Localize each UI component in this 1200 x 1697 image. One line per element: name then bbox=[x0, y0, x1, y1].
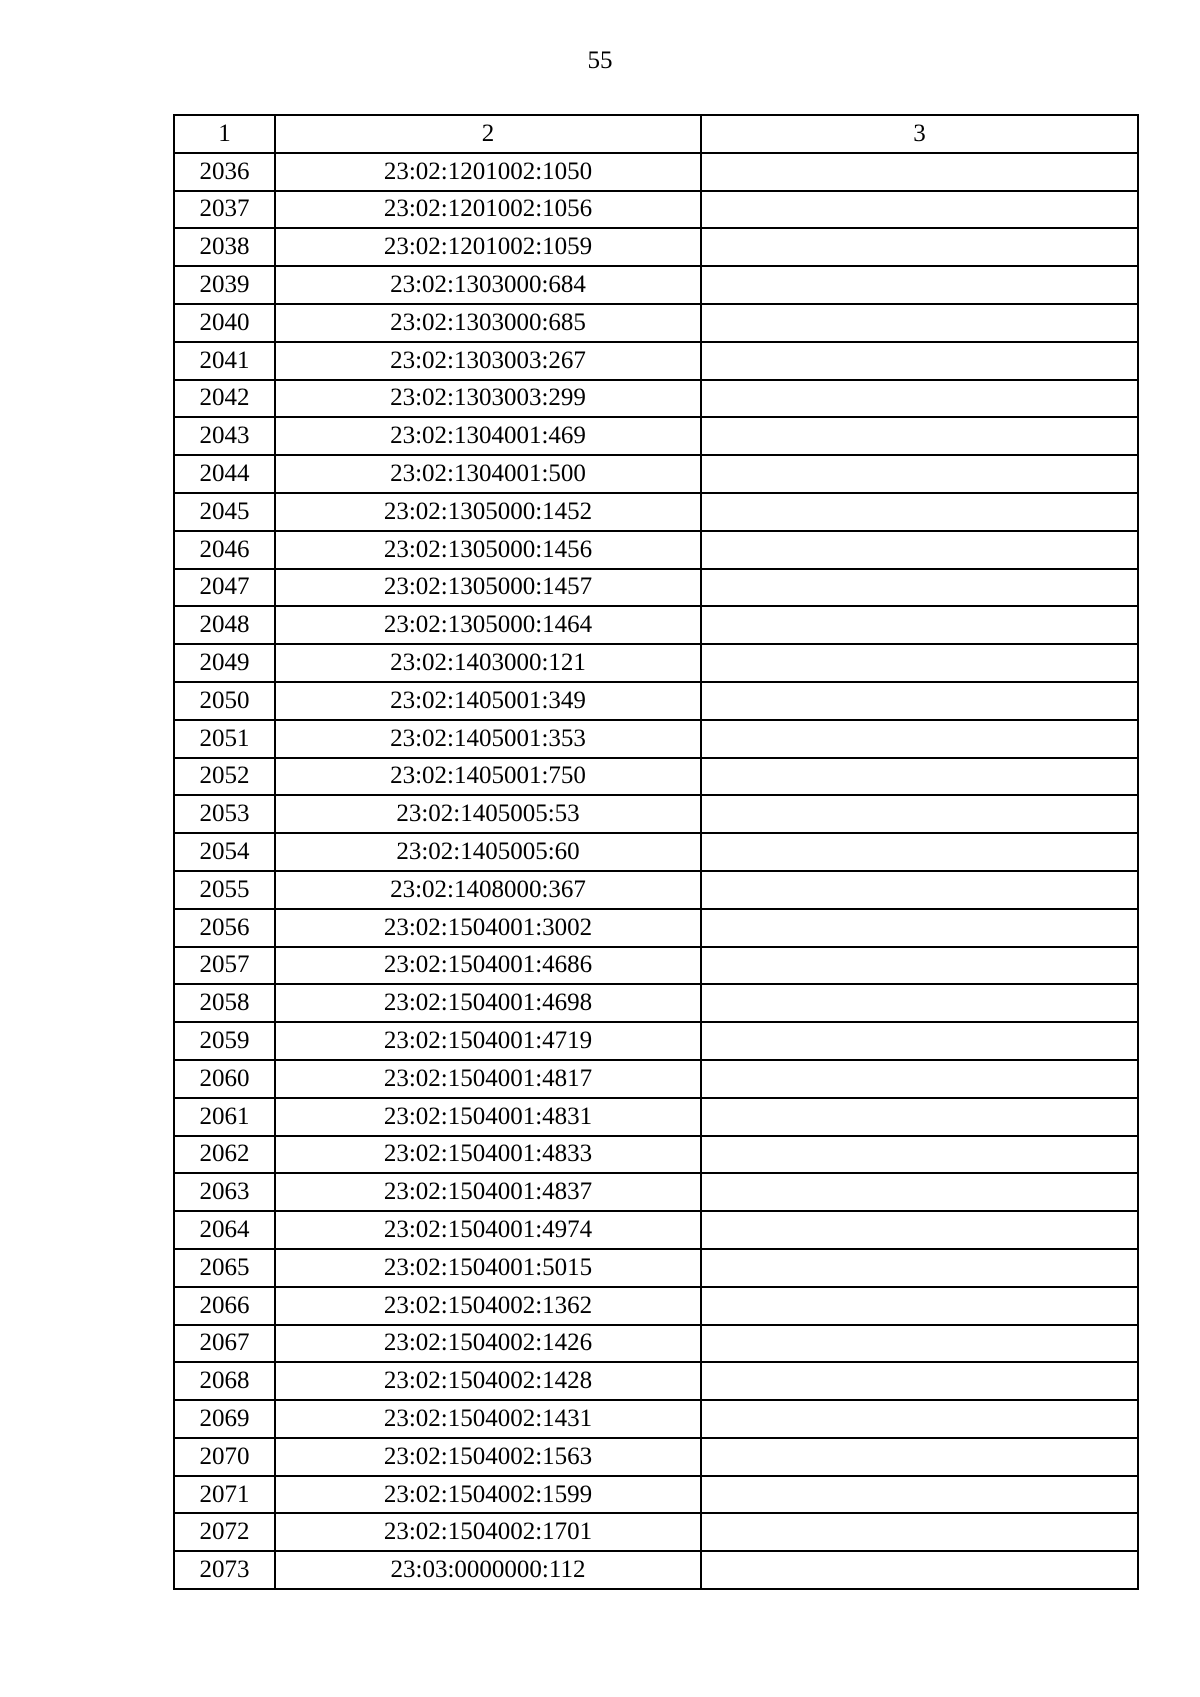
note-cell bbox=[701, 1287, 1138, 1325]
table-row bbox=[174, 380, 1138, 418]
row-number-cell: 2047 bbox=[174, 569, 275, 607]
cadastral-number-cell: 23:02:1408000:367 bbox=[275, 871, 701, 909]
cadastral-number-cell: 23:02:1305000:1457 bbox=[275, 569, 701, 607]
note-cell bbox=[701, 833, 1138, 871]
table-row bbox=[174, 606, 1138, 644]
row-number-cell: 2059 bbox=[174, 1022, 275, 1060]
note-cell bbox=[701, 606, 1138, 644]
cadastral-number-cell: 23:02:1405001:353 bbox=[275, 720, 701, 758]
cadastral-table bbox=[173, 114, 1139, 1590]
table-row bbox=[174, 1136, 1138, 1174]
cadastral-number-cell: 23:02:1403000:121 bbox=[275, 644, 701, 682]
table-row bbox=[174, 1476, 1138, 1514]
header-cell-col2: 2 bbox=[275, 115, 701, 153]
note-cell bbox=[701, 1325, 1138, 1363]
row-number-cell: 2073 bbox=[174, 1551, 275, 1589]
table-row bbox=[174, 1287, 1138, 1325]
note-cell bbox=[701, 947, 1138, 985]
row-number-cell: 2066 bbox=[174, 1287, 275, 1325]
note-cell bbox=[701, 228, 1138, 266]
cadastral-number-cell: 23:02:1305000:1456 bbox=[275, 531, 701, 569]
row-number-cell: 2069 bbox=[174, 1400, 275, 1438]
row-number-cell: 2048 bbox=[174, 606, 275, 644]
table-row bbox=[174, 947, 1138, 985]
cadastral-number-cell: 23:02:1405001:349 bbox=[275, 682, 701, 720]
table-header bbox=[174, 115, 1138, 153]
row-number-cell: 2045 bbox=[174, 493, 275, 531]
row-number-cell: 2064 bbox=[174, 1211, 275, 1249]
cadastral-number-cell: 23:02:1504001:3002 bbox=[275, 909, 701, 947]
table-row bbox=[174, 1249, 1138, 1287]
cadastral-number-cell: 23:02:1405001:750 bbox=[275, 758, 701, 796]
table-row bbox=[174, 909, 1138, 947]
row-number-cell: 2042 bbox=[174, 380, 275, 418]
note-cell bbox=[701, 380, 1138, 418]
cadastral-number-cell: 23:03:0000000:112 bbox=[275, 1551, 701, 1589]
table-row bbox=[174, 984, 1138, 1022]
note-cell bbox=[701, 871, 1138, 909]
row-number-cell: 2041 bbox=[174, 342, 275, 380]
table-row bbox=[174, 644, 1138, 682]
row-number-cell: 2061 bbox=[174, 1098, 275, 1136]
note-cell bbox=[701, 1136, 1138, 1174]
note-cell bbox=[701, 493, 1138, 531]
cadastral-number-cell: 23:02:1504001:4698 bbox=[275, 984, 701, 1022]
table-body bbox=[174, 153, 1138, 1589]
row-number-cell: 2052 bbox=[174, 758, 275, 796]
table-row bbox=[174, 682, 1138, 720]
table-row bbox=[174, 720, 1138, 758]
note-cell bbox=[701, 1400, 1138, 1438]
row-number-cell: 2065 bbox=[174, 1249, 275, 1287]
note-cell bbox=[701, 266, 1138, 304]
table-row bbox=[174, 1400, 1138, 1438]
row-number-cell: 2036 bbox=[174, 153, 275, 191]
row-number-cell: 2070 bbox=[174, 1438, 275, 1476]
row-number-cell: 2060 bbox=[174, 1060, 275, 1098]
cadastral-number-cell: 23:02:1304001:469 bbox=[275, 417, 701, 455]
cadastral-number-cell: 23:02:1504001:4817 bbox=[275, 1060, 701, 1098]
table-row bbox=[174, 228, 1138, 266]
note-cell bbox=[701, 153, 1138, 191]
note-cell bbox=[701, 1438, 1138, 1476]
cadastral-number-cell: 23:02:1303000:684 bbox=[275, 266, 701, 304]
table-row bbox=[174, 758, 1138, 796]
row-number-cell: 2046 bbox=[174, 531, 275, 569]
row-number-cell: 2038 bbox=[174, 228, 275, 266]
cadastral-number-cell: 23:02:1504001:4719 bbox=[275, 1022, 701, 1060]
note-cell bbox=[701, 1476, 1138, 1514]
note-cell bbox=[701, 1173, 1138, 1211]
row-number-cell: 2055 bbox=[174, 871, 275, 909]
page-number: 55 bbox=[587, 47, 613, 74]
row-number-cell: 2044 bbox=[174, 455, 275, 493]
table-row bbox=[174, 191, 1138, 229]
table-row bbox=[174, 1513, 1138, 1551]
note-cell bbox=[701, 1022, 1138, 1060]
cadastral-number-cell: 23:02:1504002:1599 bbox=[275, 1476, 701, 1514]
note-cell bbox=[701, 342, 1138, 380]
header-cell-col1: 1 bbox=[174, 115, 275, 153]
row-number-cell: 2040 bbox=[174, 304, 275, 342]
cadastral-number-cell: 23:02:1405005:60 bbox=[275, 833, 701, 871]
row-number-cell: 2043 bbox=[174, 417, 275, 455]
cadastral-number-cell: 23:02:1305000:1452 bbox=[275, 493, 701, 531]
table-row bbox=[174, 795, 1138, 833]
note-cell bbox=[701, 1060, 1138, 1098]
row-number-cell: 2071 bbox=[174, 1476, 275, 1514]
row-number-cell: 2049 bbox=[174, 644, 275, 682]
cadastral-number-cell: 23:02:1304001:500 bbox=[275, 455, 701, 493]
row-number-cell: 2056 bbox=[174, 909, 275, 947]
note-cell bbox=[701, 417, 1138, 455]
row-number-cell: 2039 bbox=[174, 266, 275, 304]
cadastral-number-cell: 23:02:1201002:1059 bbox=[275, 228, 701, 266]
note-cell bbox=[701, 720, 1138, 758]
row-number-cell: 2058 bbox=[174, 984, 275, 1022]
table-row bbox=[174, 455, 1138, 493]
table-row bbox=[174, 871, 1138, 909]
row-number-cell: 2057 bbox=[174, 947, 275, 985]
cadastral-number-cell: 23:02:1504002:1431 bbox=[275, 1400, 701, 1438]
row-number-cell: 2050 bbox=[174, 682, 275, 720]
table-row bbox=[174, 417, 1138, 455]
table-row bbox=[174, 266, 1138, 304]
row-number-cell: 2053 bbox=[174, 795, 275, 833]
table-row bbox=[174, 304, 1138, 342]
row-number-cell: 2054 bbox=[174, 833, 275, 871]
cadastral-number-cell: 23:02:1303003:299 bbox=[275, 380, 701, 418]
cadastral-number-cell: 23:02:1504002:1362 bbox=[275, 1287, 701, 1325]
note-cell bbox=[701, 1362, 1138, 1400]
cadastral-number-cell: 23:02:1504002:1426 bbox=[275, 1325, 701, 1363]
table-row bbox=[174, 1060, 1138, 1098]
cadastral-number-cell: 23:02:1504001:5015 bbox=[275, 1249, 701, 1287]
note-cell bbox=[701, 455, 1138, 493]
row-number-cell: 2072 bbox=[174, 1513, 275, 1551]
row-number-cell: 2063 bbox=[174, 1173, 275, 1211]
row-number-cell: 2037 bbox=[174, 191, 275, 229]
cadastral-number-cell: 23:02:1201002:1050 bbox=[275, 153, 701, 191]
header-row bbox=[174, 115, 1138, 153]
table-row bbox=[174, 833, 1138, 871]
row-number-cell: 2051 bbox=[174, 720, 275, 758]
cadastral-number-cell: 23:02:1504001:4974 bbox=[275, 1211, 701, 1249]
cadastral-number-cell: 23:02:1305000:1464 bbox=[275, 606, 701, 644]
table-row bbox=[174, 1325, 1138, 1363]
table-row bbox=[174, 531, 1138, 569]
note-cell bbox=[701, 191, 1138, 229]
note-cell bbox=[701, 304, 1138, 342]
table-row bbox=[174, 1211, 1138, 1249]
note-cell bbox=[701, 1098, 1138, 1136]
cadastral-number-cell: 23:02:1504001:4833 bbox=[275, 1136, 701, 1174]
note-cell bbox=[701, 1513, 1138, 1551]
note-cell bbox=[701, 682, 1138, 720]
row-number-cell: 2068 bbox=[174, 1362, 275, 1400]
table-row bbox=[174, 1551, 1138, 1589]
note-cell bbox=[701, 1551, 1138, 1589]
note-cell bbox=[701, 984, 1138, 1022]
note-cell bbox=[701, 644, 1138, 682]
cadastral-number-cell: 23:02:1504001:4686 bbox=[275, 947, 701, 985]
table-row bbox=[174, 1173, 1138, 1211]
table-row bbox=[174, 153, 1138, 191]
cadastral-number-cell: 23:02:1201002:1056 bbox=[275, 191, 701, 229]
cadastral-number-cell: 23:02:1504002:1701 bbox=[275, 1513, 701, 1551]
table-row bbox=[174, 1098, 1138, 1136]
header-cell-col3: 3 bbox=[701, 115, 1138, 153]
cadastral-number-cell: 23:02:1405005:53 bbox=[275, 795, 701, 833]
table-row bbox=[174, 342, 1138, 380]
cadastral-number-cell: 23:02:1303003:267 bbox=[275, 342, 701, 380]
note-cell bbox=[701, 1249, 1138, 1287]
table-row bbox=[174, 1362, 1138, 1400]
cadastral-number-cell: 23:02:1504001:4837 bbox=[275, 1173, 701, 1211]
table-row bbox=[174, 493, 1138, 531]
row-number-cell: 2062 bbox=[174, 1136, 275, 1174]
row-number-cell: 2067 bbox=[174, 1325, 275, 1363]
note-cell bbox=[701, 758, 1138, 796]
note-cell bbox=[701, 569, 1138, 607]
cadastral-number-cell: 23:02:1504001:4831 bbox=[275, 1098, 701, 1136]
cadastral-number-cell: 23:02:1303000:685 bbox=[275, 304, 701, 342]
table-row bbox=[174, 1438, 1138, 1476]
table-row bbox=[174, 569, 1138, 607]
note-cell bbox=[701, 531, 1138, 569]
cadastral-number-cell: 23:02:1504002:1428 bbox=[275, 1362, 701, 1400]
cadastral-number-cell: 23:02:1504002:1563 bbox=[275, 1438, 701, 1476]
note-cell bbox=[701, 1211, 1138, 1249]
note-cell bbox=[701, 909, 1138, 947]
note-cell bbox=[701, 795, 1138, 833]
table-row bbox=[174, 1022, 1138, 1060]
